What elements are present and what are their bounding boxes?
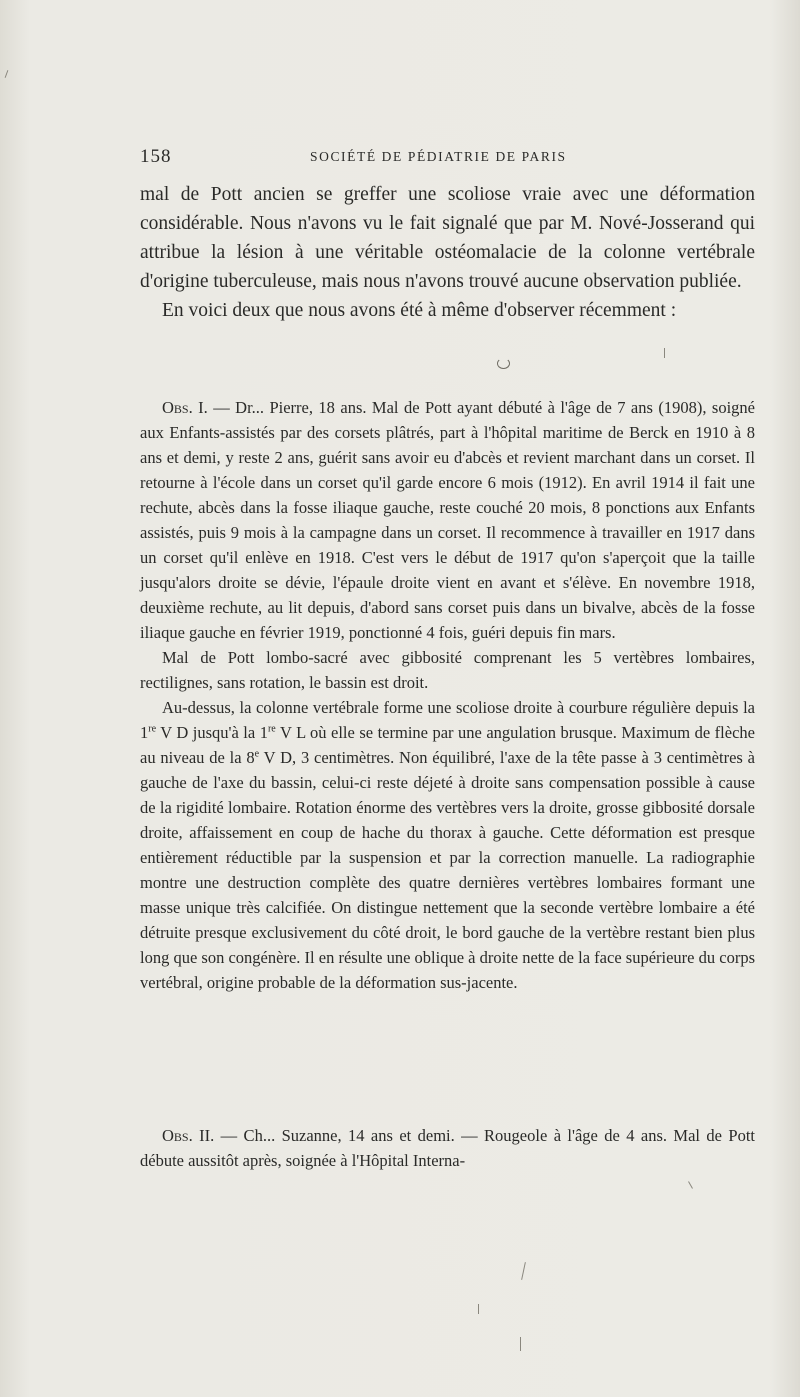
running-title: SOCIÉTÉ DE PÉDIATRIE DE PARIS	[310, 149, 567, 164]
observation-label: Obs. I.	[162, 398, 208, 417]
observation-text: V L où elle se termine par une angulation brusque. Maximum de flèche au niveau de la 8	[140, 723, 755, 767]
superscript: e	[254, 748, 260, 760]
intro-paragraph: En voici deux que nous avons été à même d'observer récemment :	[162, 300, 677, 321]
observation-2	[140, 1123, 755, 1173]
observation-text: Au-dessus, la colonne vertébrale forme une scoliose droite à courbure régulière depuis la 1	[140, 698, 755, 742]
scan-speck	[497, 358, 510, 369]
scan-mark	[521, 1262, 526, 1280]
scan-mark	[5, 70, 9, 78]
superscript: re	[267, 723, 276, 735]
observation-text: — Dr... Pierre, 18 ans. Mal de Pott ayant débuté à l'âge de 7 ans (1908), soigné aux Enfants-assistés par des corsets plâtrés, part à l'hôpital maritime de Berck en 1910 à 8 ans et demi, y reste 2 ans, guérit sans avoir eu d'abcès et revient marchant dans un corset. Il retourne à l'école dans un corset qu'il garde encore 6 mois (1912). En avril 1914 il fait une rechute, abcès dans la fosse iliaque gauche, reste couché 20 mois, 8 ponctions aux Enfants assistés, puis 9 mois à la campagne dans un corset. Il recommence à travailler en 1917 dans un corset qu'il enlève en 1918. C'est vers le début de 1917 qu'on s'aperçoit que la taille jusqu'alors droite se dévie, l'épaule droite vient en avant et s'élève. En novembre 1918, deuxième rechute, au lit depuis, d'abord sans corset puis dans un bivalve, abcès de la fosse iliaque gauche en février 1919, ponctionné 4 fois, guéri depuis fin mars.	[140, 398, 755, 642]
observation-paragraph	[140, 1123, 755, 1173]
scan-mark	[688, 1181, 693, 1188]
observation-paragraph: Mal de Pott lombo-sacré avec gibbosité comprenant les 5 vertèbres lombaires, rectilignes, sans rotation, le bassin est droit.	[140, 648, 755, 692]
intro-section	[140, 180, 755, 325]
page-number: 158	[140, 146, 172, 167]
observation-paragraph	[140, 695, 755, 995]
observation-paragraph	[140, 395, 755, 645]
observation-label: Obs. II.	[162, 1126, 215, 1145]
intro-paragraph: mal de Pott ancien se greffer une scoliose vraie avec une déformation considérable. Nous n'avons vu le fait signalé que par M. Nové-Josserand qui attribue la lésion à une véritable ostéomalacie de la colonne vertébrale d'origine tuberculeuse, mais nous n'avons trouvé aucune observation publiée.	[140, 184, 755, 292]
scan-mark	[520, 1337, 521, 1351]
observation-1	[140, 395, 755, 995]
observation-text: — Ch... Suzanne, 14 ans et demi. — Rougeole à l'âge de 4 ans. Mal de Pott débute aussitôt après, soignée à l'Hôpital Interna-	[140, 1126, 755, 1170]
page-header	[140, 146, 660, 168]
superscript: re	[148, 723, 157, 735]
observation-text: V D, 3 centimètres. Non équilibré, l'axe de la tête passe à 3 centimètres à gauche de l'axe du bassin, celui-ci reste déjeté à droite sans compensation possible à cause de la rigidité lombaire. Rotation énorme des vertèbres vers la droite, grosse gibbosité dorsale droite, affaissement en coup de hache du thorax à gauche. Cette déformation est presque entièrement réductible par la suspension et par la correction manuelle. La radiographie montre une destruction complète des quatre dernières vertèbres lombaires formant une masse unique très calcifiée. On distingue nettement que la seconde vertèbre lombaire a été détruite presque exclusivement du côté droit, le bord gauche de la vertèbre restant bien plus long que son congénère. Il en résulte une oblique à droite nette de la face supérieure du corps vertébral, origine probable de la déformation sus-jacente.	[140, 748, 755, 992]
scan-mark	[664, 348, 665, 358]
scan-mark	[478, 1304, 479, 1314]
observation-text: V D jusqu'à la 1	[156, 723, 268, 742]
